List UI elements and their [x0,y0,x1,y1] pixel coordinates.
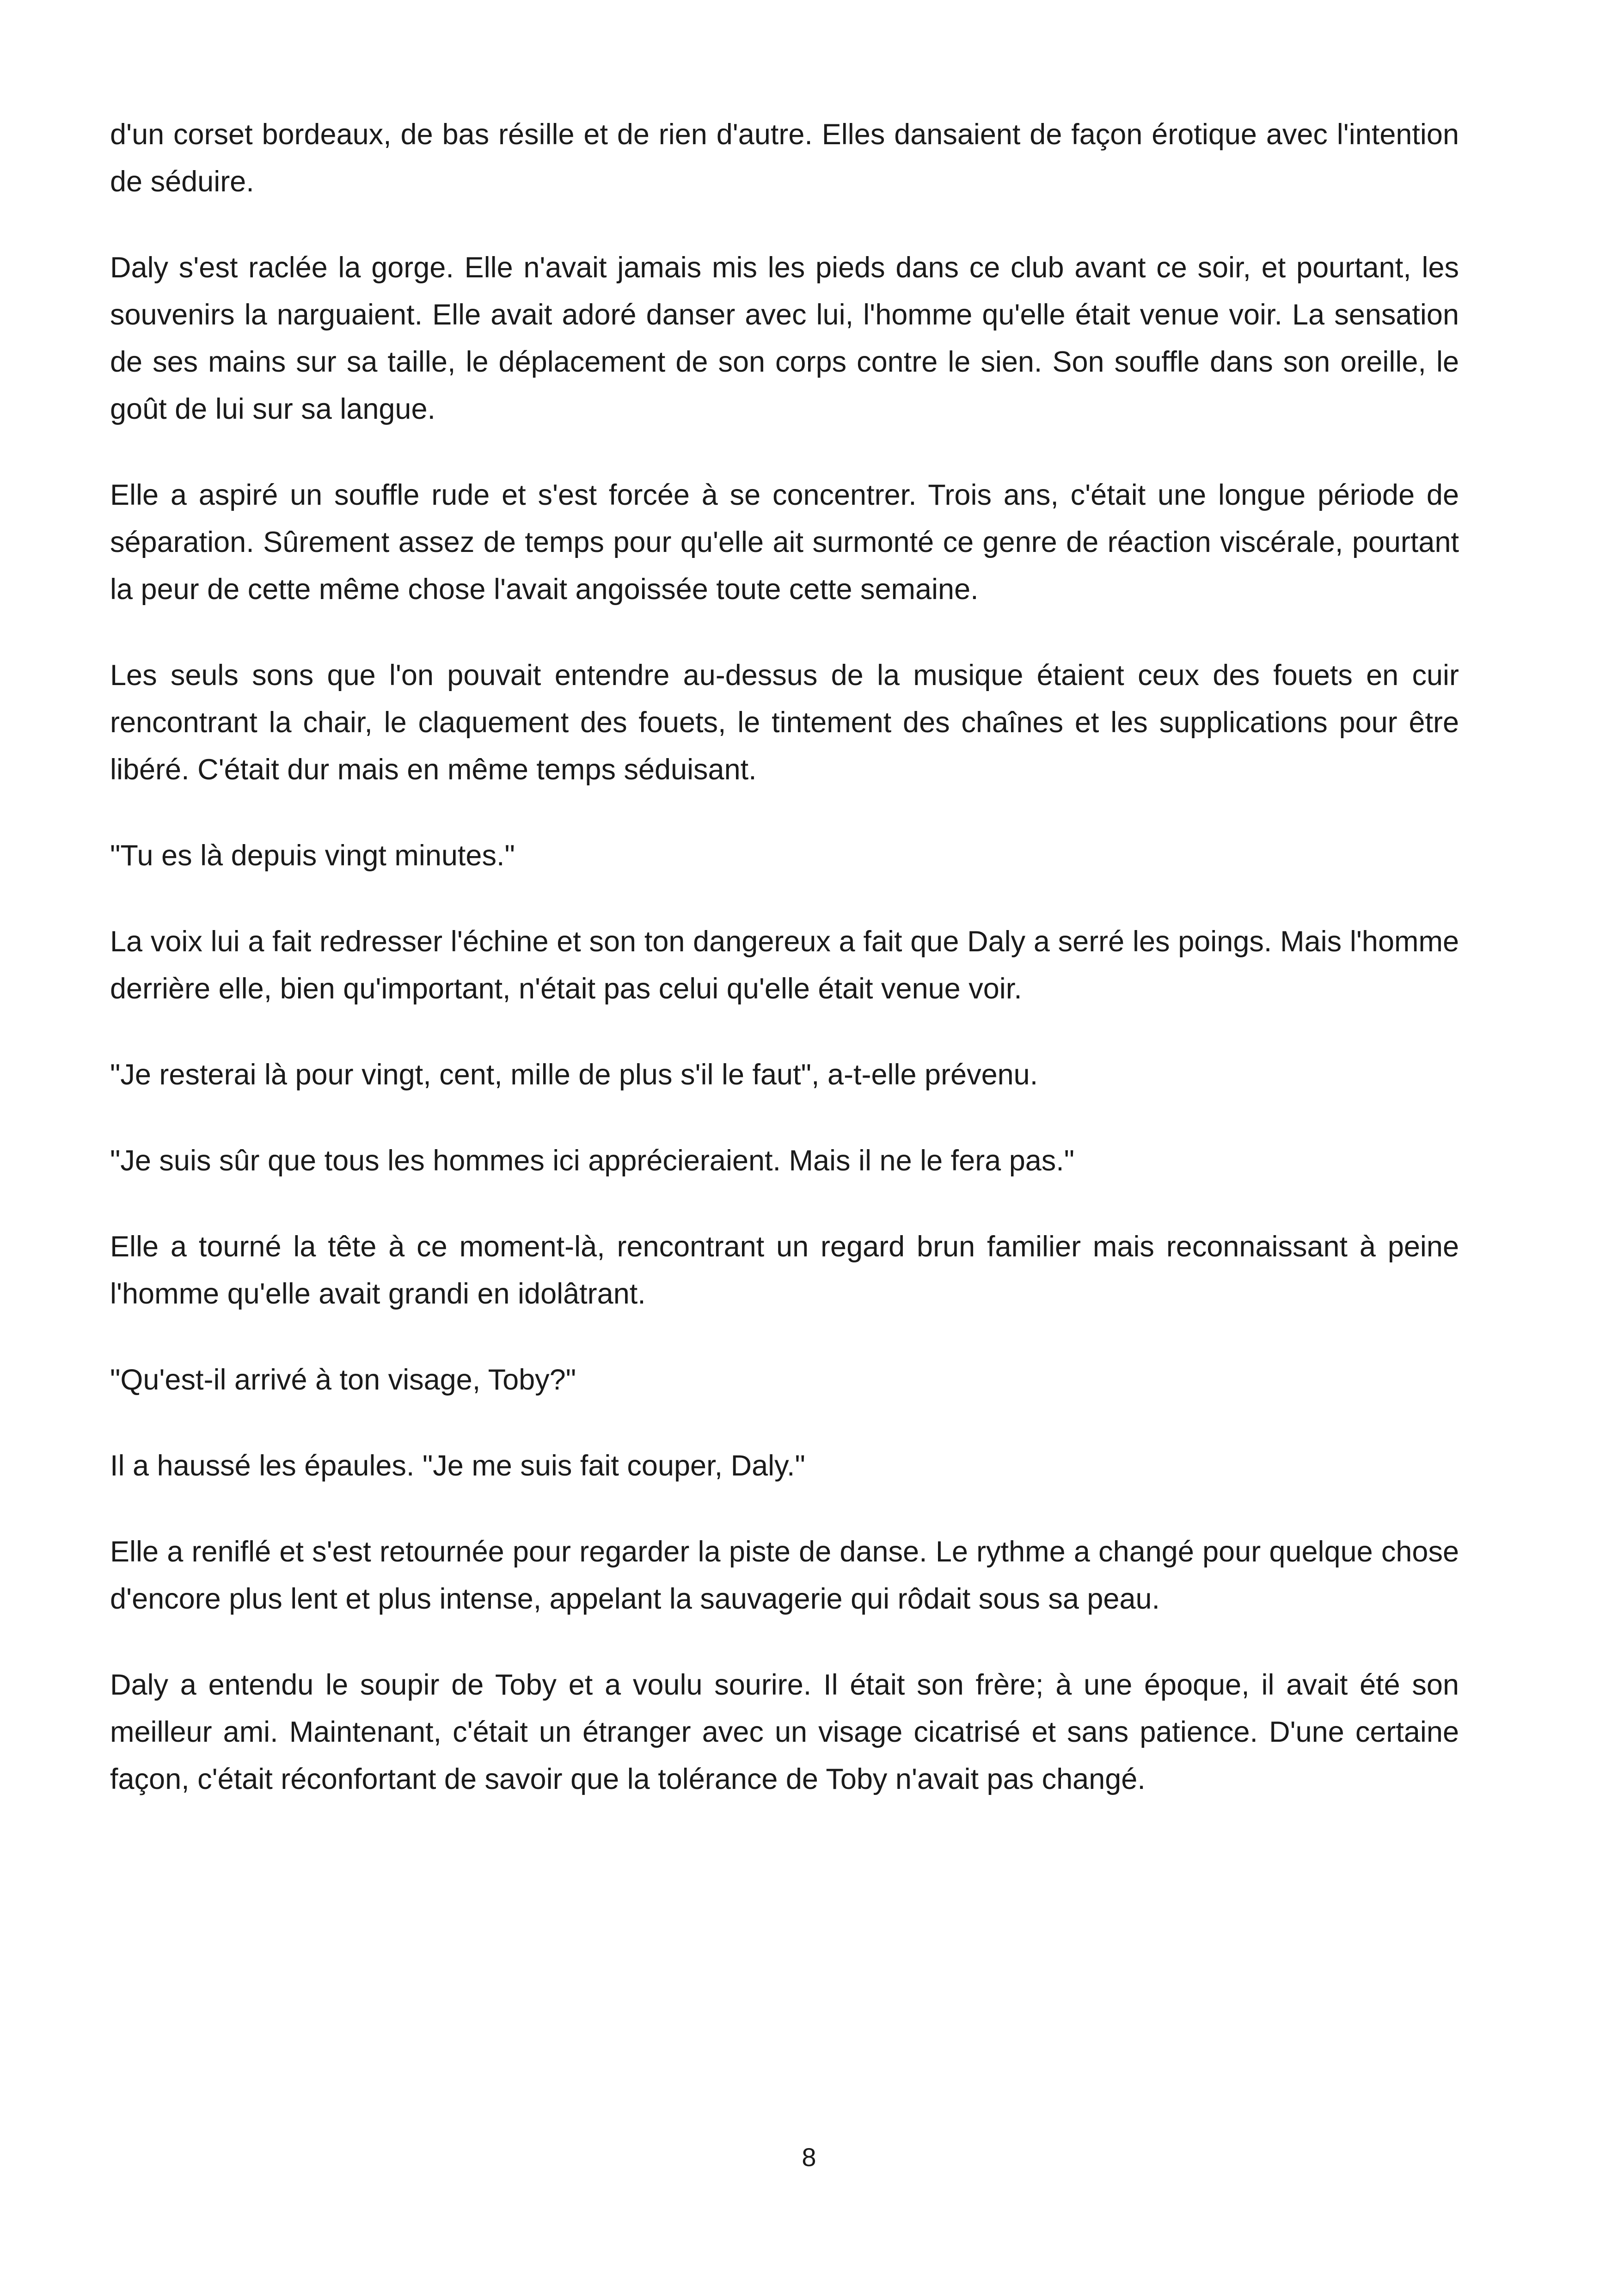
paragraph: Les seuls sons que l'on pouvait entendre au-dessus de la musique étaient ceux des fouets en cuir rencontrant la chair, le claquement des fouets, le tintement des chaînes et les supplications pour être libéré. C'était dur mais en même temps séduisant. [110,659,1459,786]
paragraph: Daly a entendu le soupir de Toby et a voulu sourire. Il était son frère; à une époque, il avait été son meilleur ami. Maintenant, c'était un étranger avec un visage cicatrisé et sans patience. D'une certaine façon, c'était réconfortant de savoir que la tolérance de Toby n'avait pas changé. [110,1669,1459,1795]
paragraph: Elle a tourné la tête à ce moment-là, rencontrant un regard brun familier mais reconnaissant à peine l'homme qu'elle avait grandi en idolâtrant. [110,1231,1459,1310]
paragraph: Il a haussé les épaules. "Je me suis fait couper, Daly." [110,1450,805,1482]
paragraph: d'un corset bordeaux, de bas résille et de rien d'autre. Elles dansaient de façon érotique avec l'intention de séduire. [110,118,1459,198]
paragraph: "Je suis sûr que tous les hommes ici apprécieraient. Mais il ne le fera pas." [110,1145,1075,1177]
body-text [110,111,1459,1842]
paragraph: Daly s'est raclée la gorge. Elle n'avait jamais mis les pieds dans ce club avant ce soir, et pourtant, les souvenirs la narguaient. Elle avait adoré danser avec lui, l'homme qu'elle était venue voir. La sensation de ses mains sur sa taille, le déplacement de son corps contre le sien. Son souffle dans son oreille, le goût de lui sur sa langue. [110,251,1459,425]
paragraph: "Qu'est-il arrivé à ton visage, Toby?" [110,1364,576,1396]
paragraph: "Tu es là depuis vingt minutes." [110,839,515,872]
page-number: 8 [802,2143,816,2172]
paragraph: Elle a aspiré un souffle rude et s'est forcée à se concentrer. Trois ans, c'était une longue période de séparation. Sûrement assez de temps pour qu'elle ait surmonté ce genre de réaction viscérale, pourtant la peur de cette même chose l'avait angoissée toute cette semaine. [110,479,1459,606]
paragraph: "Je resterai là pour vingt, cent, mille de plus s'il le faut", a-t-elle prévenu. [110,1059,1038,1091]
paragraph: La voix lui a fait redresser l'échine et son ton dangereux a fait que Daly a serré les poings. Mais l'homme derrière elle, bien qu'important, n'était pas celui qu'elle était venue voir. [110,925,1459,1005]
paragraph: Elle a reniflé et s'est retournée pour regarder la piste de danse. Le rythme a changé pour quelque chose d'encore plus lent et plus intense, appelant la sauvagerie qui rôdait sous sa peau. [110,1536,1459,1615]
